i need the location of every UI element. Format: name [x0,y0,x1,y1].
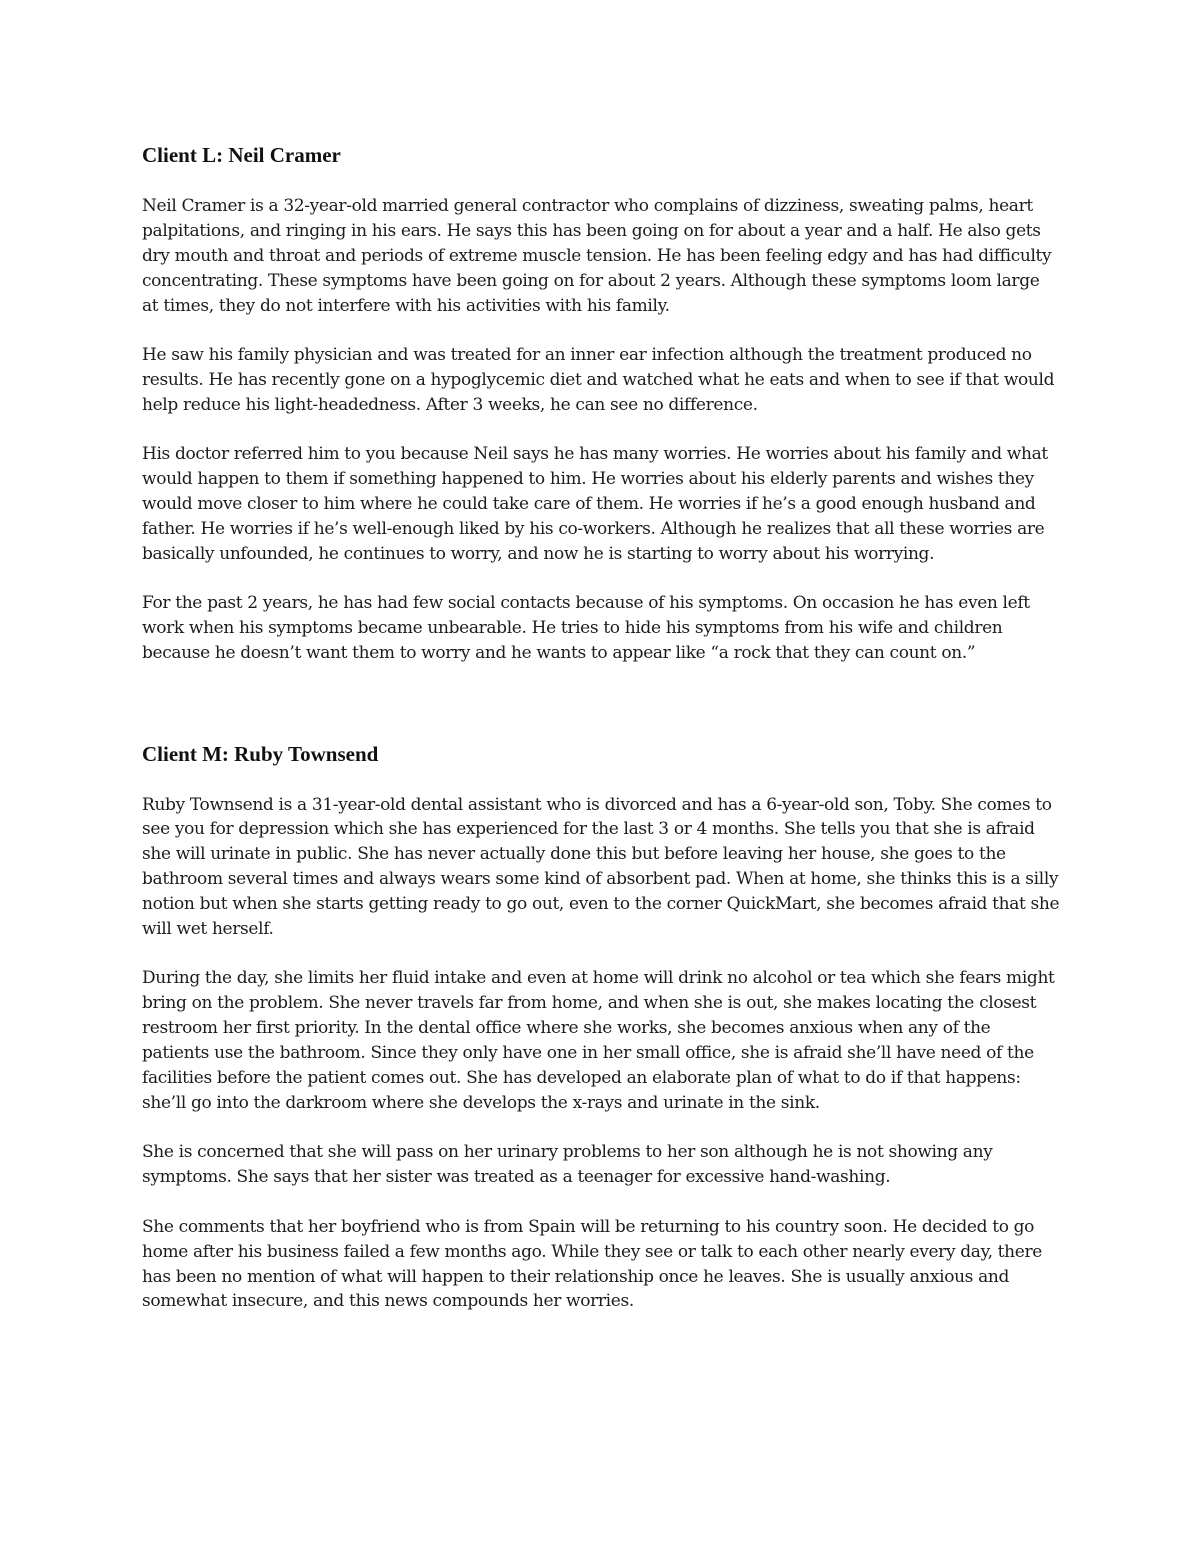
client-l-heading: Client L: Neil Cramer [142,143,341,167]
client-m-heading: Client M: Ruby Townsend [142,741,379,766]
client-m-paragraph-3: She is concerned that she will pass on her urinary problems to her son although he is not showing any symptoms. She says that her sister was treated as a teenager for excessive hand-washing. [142,1142,993,1188]
client-m-paragraph-4: She comments that her boyfriend who is from Spain will be returning to his country soon. He decided to go home after his business failed a few months ago. While they see or talk to each other nearly every day, there has been no mention of what will happen to their relationship once he leaves. She is usually anxious and somewhat insecure, and this news compounds her worries. [142,1216,1042,1312]
section-spacer [142,691,1060,739]
client-l-paragraph-3: His doctor referred him to you because Neil says he has many worries. He worries about his family and what would happen to them if something happened to him. He worries about his elderly parents and wishes they would move closer to him where he could take care of them. He worries if he’s a good enough husband and father. He worries if he’s well-enough liked by his co-workers. Although he realizes that all these worries are basically unfounded, he continues to worry, and now he is starting to worry about his worrying. [142,444,1048,564]
document-body [142,140,1060,1339]
client-l-paragraph-1: Neil Cramer is a 32-year-old married general contractor who complains of dizziness, sweating palms, heart palpitations, and ringing in his ears. He says this has been going on for about a year and a half. He also gets dry mouth and throat and periods of extreme muscle tension. He has been feeling edgy and has had difficulty concentrating. These symptoms have been going on for about 2 years. Although these symptoms loom large at times, they do not interfere with his activities with his family. [142,196,1052,316]
client-l-paragraph-4: For the past 2 years, he has had few social contacts because of his symptoms. On occasion he has even left work when his symptoms became unbearable. He tries to hide his symptoms from his wife and children because he doesn’t want them to worry and he wants to appear like “a rock that they can count on.” [142,593,1030,664]
client-section-m [142,739,1060,1315]
client-section-l [142,140,1060,666]
client-l-paragraph-2: He saw his family physician and was treated for an inner ear infection although the treatment produced no results. He has recently gone on a hypoglycemic diet and watched what he eats and when to see if that would help reduce his light-headedness. After 3 weeks, he can see no difference. [142,345,1055,415]
client-m-paragraph-2: During the day, she limits her fluid intake and even at home will drink no alcohol or tea which she fears might bring on the problem. She never travels far from home, and when she is out, she makes locating the closest restroom her first priority. In the dental office where she works, she becomes anxious when any of the patients use the bathroom. Since they only have one in her small office, she is afraid she’ll have need of the facilities before the patient comes out. She has developed an elaborate plan of what to do if that happens: she’ll go into the darkroom where she develops the x-rays and urinate in the sink. [142,968,1055,1113]
client-m-paragraph-1: Ruby Townsend is a 31-year-old dental assistant who is divorced and has a 6-year-old son, Toby. She comes to see you for depression which she has experienced for the last 3 or 4 months. She tells you that she is afraid she will urinate in public. She has never actually done this but before leaving her house, she goes to the bathroom several times and always wears some kind of absorbent pad. When at home, she thinks this is a silly notion but when she starts getting ready to go out, even to the corner QuickMart, she becomes afraid that she will wet herself. [142,794,1060,940]
